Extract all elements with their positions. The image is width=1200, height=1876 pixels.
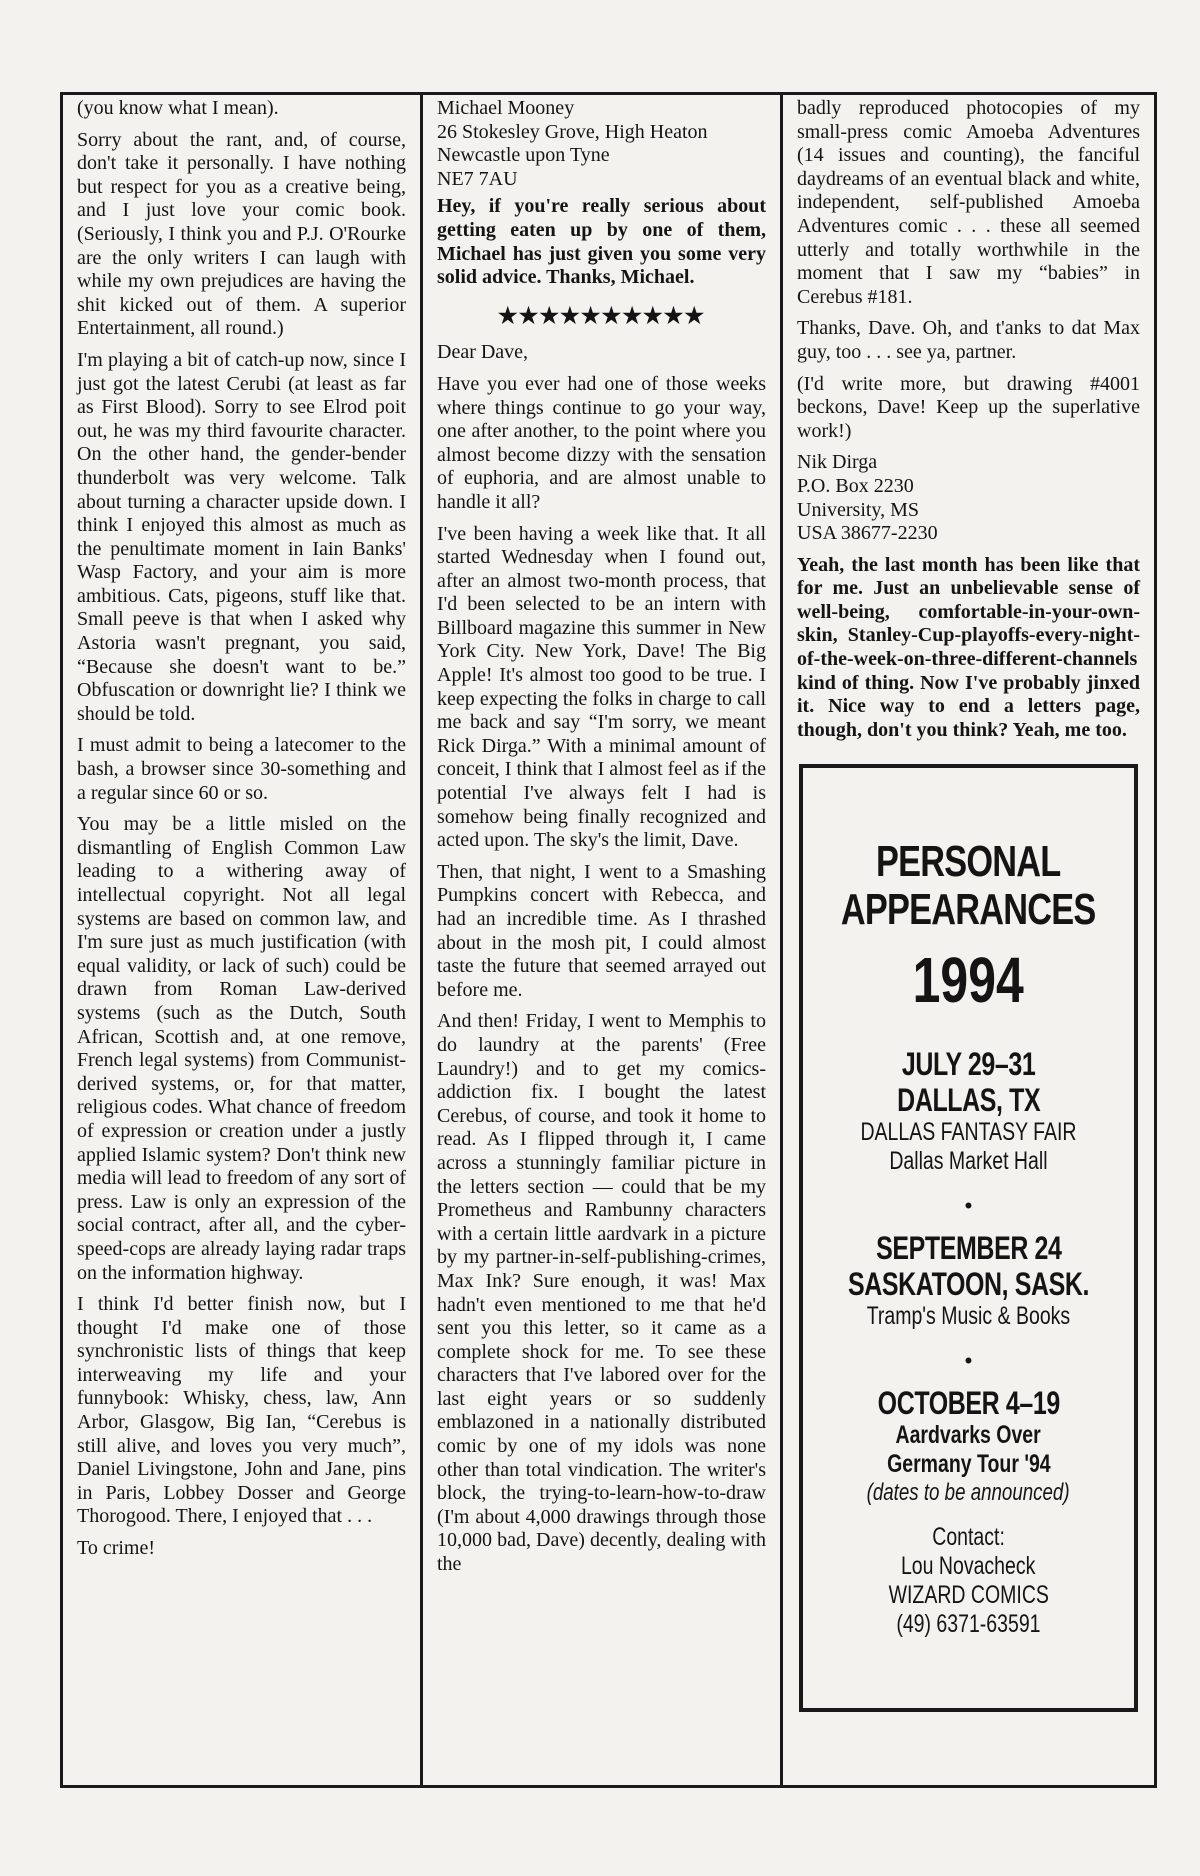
letter-paragraph: (I'd write more, but drawing #4001 beckons, Dave! Keep up the superlative work!) — [797, 372, 1140, 442]
address-line: University, MS — [797, 498, 920, 521]
event-venue: DALLAS FANTASY FAIR — [860, 1118, 1077, 1147]
sender-address — [437, 97, 766, 191]
address-line: 26 Stokesley Grove, High Heaton — [437, 120, 708, 143]
address-line: Michael Mooney — [437, 97, 575, 119]
letter-signoff: To crime! — [77, 1537, 156, 1560]
letter-paragraph: Then, that night, I went to a Smashing Pumpkins concert with Rebecca, and had an incredible time. As I thrashed about in the mosh pit, I could almost taste the future that seemed arrayed out before me. — [437, 860, 766, 1001]
sender-address — [797, 451, 1140, 545]
event-city: SASKATOON, SASK. — [847, 1266, 1090, 1303]
event-venue: Tramp's Music & Books — [866, 1302, 1071, 1331]
letter-paragraph: I'm playing a bit of catch-up now, since I just got the latest Cerubi (at least as far as First Blood). Sorry to see Elrod poit out, he was my third favourite character. On the other hand, the gender-bender thunderbolt was very welcome. Talk about turning a character upside down. I think I enjoyed this almost as much as the penultimate moment in Iain Banks' Wasp Factory, and your aim is more ambitious. Cats, pigeons, stuff like that. Small peeve is that when I asked why Astoria wasn't pregnant, you said, “Because she doesn't want to be.” Obfuscation or downright lie? I think we should be told. — [77, 348, 406, 725]
column-middle — [423, 95, 783, 1785]
ad-heading: APPEARANCES — [841, 885, 1096, 935]
appearance-dallas — [803, 1046, 1134, 1176]
editor-reply: Yeah, the last month has been like that for me. Just an unbelievable sense of well-being, comfortable-in-your-own-skin, Stanley-Cup-playoffs-every-night-of-the-week-on-three-different-channels kind of thing. Now I've probably jinxed it. Nice way to end a letters page, though, don't you think? Yeah, me too. — [797, 553, 1140, 741]
letter-paragraph: Thanks, Dave. Oh, and t'anks to dat Max guy, too . . . see ya, partner. — [797, 317, 1140, 363]
address-line: Nik Dirga — [797, 451, 878, 474]
contact-label: Contact: — [932, 1522, 1005, 1551]
letter-paragraph: And then! Friday, I went to Memphis to do laundry at the parents' (Free Laundry!) and to get my comics-addiction fix. I bought the latest Cerebus, of course, and took it home to read. As I flipped through it, I came across a stunningly familiar picture in the letters section — could that be my Prometheus and Rambunny characters with a certain little aardvark in a picture by my partner-in-self-publishing-crimes, Max Ink? Sure enough, it was! Max hadn't even mentioned to me that he'd sent you this letter, so it came as a complete shock for me. To see these characters that I've labored over for the last eight years or so suddenly emblazoned in a nationally distributed comic by one of my idols was none other than total vindication. The writer's block, the trying-to-learn-how-to-draw (I'm about 4,000 drawings through those 10,000 bad, Dave) decently, dealing with the — [437, 1010, 766, 1576]
editor-reply: Hey, if you're really serious about getting eaten up by one of them, Michael has just given you some very solid advice. Thanks, Michael. — [437, 195, 766, 289]
address-line: NE7 7AU — [437, 167, 518, 190]
column-left — [63, 95, 423, 1785]
column-right — [783, 95, 1154, 1785]
appearance-germany — [803, 1385, 1134, 1507]
event-date: SEPTEMBER 24 — [875, 1230, 1062, 1267]
contact-name: Lou Novacheck — [901, 1551, 1036, 1580]
appearance-saskatoon — [803, 1230, 1134, 1331]
personal-appearances-ad — [799, 764, 1138, 1712]
address-line: Newcastle upon Tyne — [437, 144, 610, 167]
address-line: USA 38677-2230 — [797, 522, 938, 545]
letter-paragraph: I must admit to being a latecomer to the bash, a browser since 30-something and a regular since 60 or so. — [77, 734, 406, 804]
event-venue: Dallas Market Hall — [889, 1147, 1048, 1176]
contact-phone: (49) 6371-63591 — [896, 1609, 1041, 1638]
contact-company: WIZARD COMICS — [888, 1580, 1049, 1609]
ad-heading: PERSONAL — [876, 837, 1061, 887]
letter-paragraph: Sorry about the rant, and, of course, don't take it personally. I have nothing but respect for you as a creative being, and I just love your comic book. (Seriously, I think you and P.J. O'Rourke are the only writers I can laugh with while my own prejudices are having the shit kicked out of them. A superior Entertainment, all round.) — [77, 128, 406, 340]
letter-paragraph: I've been having a week like that. It all started Wednesday when I found out, after an almost two-month process, that I'd been selected to be an intern with Billboard magazine this summer in New York City. New York, Dave! The Big Apple! It's almost too good to be true. I keep expecting the folks in charge to call me back and say “I'm sorry, we meant Rick Dirga.” With a minimal amount of conceit, I think that I almost feel as if the potential I've always felt I had is somehow being finally recognized and acted upon. The sky's the limit, Dave. — [437, 522, 766, 852]
address-line: P.O. Box 2230 — [797, 474, 914, 497]
ad-year: 1994 — [912, 944, 1025, 1017]
letter-paragraph: (you know what I mean). — [77, 97, 279, 119]
bullet-separator: • — [964, 1193, 973, 1219]
event-date: OCTOBER 4–19 — [877, 1384, 1060, 1421]
star-divider: ★★★★★★★★★★ — [497, 302, 706, 328]
event-title: Aardvarks Over — [895, 1420, 1042, 1449]
letter-paragraph: You may be a little misled on the dismantling of English Common Law leading to a withering away of intellectual copyright. Not all legal systems are based on common law, and I'm sure just as much justification (with equal validity, or lack of such) could be drawn from Roman Law-derived systems (such as the Dutch, South African, Scottish and, at one remove, French legal systems) from Communist-derived systems, or, for that matter, religious codes. What chance of freedom of expression or creation under a justly applied Islamic system? Don't think new media will lead to freedom of any sort of press. Law is only an expression of the social contract, after all, and the cyber-speed-cops are already laying radar traps on the information highway. — [77, 813, 406, 1284]
letter-paragraph: Have you ever had one of those weeks where things continue to go your way, one after another, to the point where you almost become dizzy with the sensation of euphoria, and are almost unable to handle it all? — [437, 372, 766, 513]
event-city: DALLAS, TX — [896, 1082, 1041, 1119]
letters-page — [60, 92, 1157, 1788]
event-note: (dates to be announced) — [867, 1478, 1070, 1506]
bullet-separator: • — [964, 1348, 973, 1374]
event-title: Germany Tour '94 — [886, 1449, 1051, 1478]
letter-paragraph: badly reproduced photocopies of my small-press comic Amoeba Adventures (14 issues and counting), the fanciful daydreams of an eventual black and white, independent, self-published Amoeba Adventures comic . . . these all seemed utterly and totally worthwhile in the moment that I saw my “babies” in Cerebus #181. — [797, 97, 1140, 308]
ad-contact — [803, 1523, 1134, 1639]
letter-salutation: Dear Dave, — [437, 341, 529, 364]
event-date: JULY 29–31 — [901, 1046, 1036, 1083]
letter-paragraph: I think I'd better finish now, but I thought I'd make one of those synchronistic lists of things that keep interweaving my life and your funnybook: Whisky, chess, law, Ann Arbor, Glasgow, Big Ian, “Cerebus is still alive, and loves you very much”, Daniel Livingstone, John and Jane, pins in Paris, Lobbey Dosser and George Thorogood. There, I enjoyed that . . . — [77, 1293, 406, 1528]
